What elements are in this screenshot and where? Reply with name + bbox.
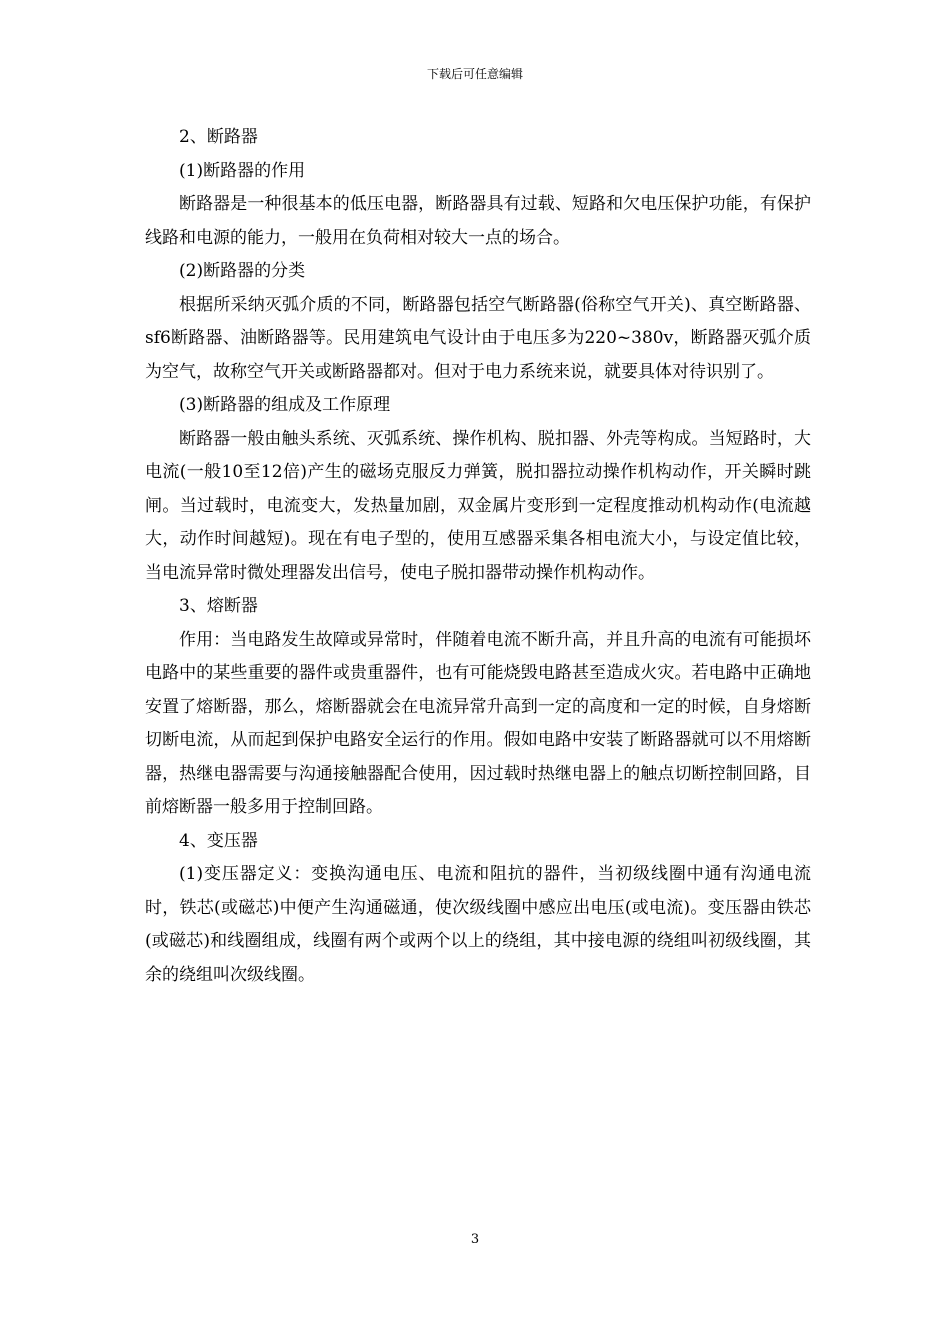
paragraph-fuse-function: 作用：当电路发生故障或异常时，伴随着电流不断升高，并且升高的电流有可能损坏电路中的某些重要的器件或贵重器件，也有可能烧毁电路甚至造成火灾。若电路中正确地安置了熔断器，那么，熔断器就会在电流异常升高到一定的高度和一定的时候，自身熔断切断电流，从而起到保护电路安全运行的作用。假如电路中安装了断路器就可以不用熔断器，热继电器需要与沟通接触器配合使用，因过载时热继电器上的触点切断控制回路，目前熔断器一般多用于控制回路。 [145,629,811,817]
paragraph-breaker-function: 断路器是一种很基本的低压电器，断路器具有过载、短路和欠电压保护功能，有保护线路和电源的能力，一般用在负荷相对较大一点的场合。 [145,194,811,248]
page-number: 3 [470,1232,480,1247]
paragraph-transformer-definition: (1)变压器定义：变换沟通电压、电流和阻抗的器件，当初级线圈中通有沟通电流时，铁芯(或磁芯)中便产生沟通磁通，使次级线圈中感应出电压(或电流)。变压器由铁芯(或磁芯)和线圈组成，线圈有两个或两个以上的绕组，其中接电源的绕组叫初级线圈，其余的绕组叫次级线圈。 [145,864,811,985]
section-heading-circuit-breaker: 2、断路器 [179,127,258,147]
paragraph-breaker-classification: 根据所采纳灭弧介质的不同，断路器包括空气断路器(俗称空气开关)、真空断路器、sf6断路器、油断路器等。民用建筑电气设计由于电压多为220~380v，断路器灭弧介质为空气，故称空气开关或断路器都对。但对于电力系统来说，就要具体对待识别了。 [145,294,811,382]
subheading-breaker-composition: (3)断路器的组成及工作原理 [179,395,391,415]
subheading-breaker-function: (1)断路器的作用 [179,160,306,181]
page-header: 下载后可任意编辑 [426,67,523,81]
subheading-breaker-classification: (2)断路器的分类 [179,261,306,281]
document-body [145,121,811,992]
section-heading-fuse: 3、熔断器 [179,596,258,616]
paragraph-breaker-composition: 断路器一般由触头系统、灭弧系统、操作机构、脱扣器、外壳等构成。当短路时，大电流(一般10至12倍)产生的磁场克服反力弹簧，脱扣器拉动操作机构动作，开关瞬时跳闸。当过载时，电流变大，发热量加剧，双金属片变形到一定程度推动机构动作(电流越大，动作时间越短)。现在有电子型的，使用互感器采集各相电流大小，与设定值比较，当电流异常时微处理器发出信号，使电子脱扣器带动操作机构动作。 [145,428,811,583]
section-heading-transformer: 4、变压器 [179,830,258,851]
